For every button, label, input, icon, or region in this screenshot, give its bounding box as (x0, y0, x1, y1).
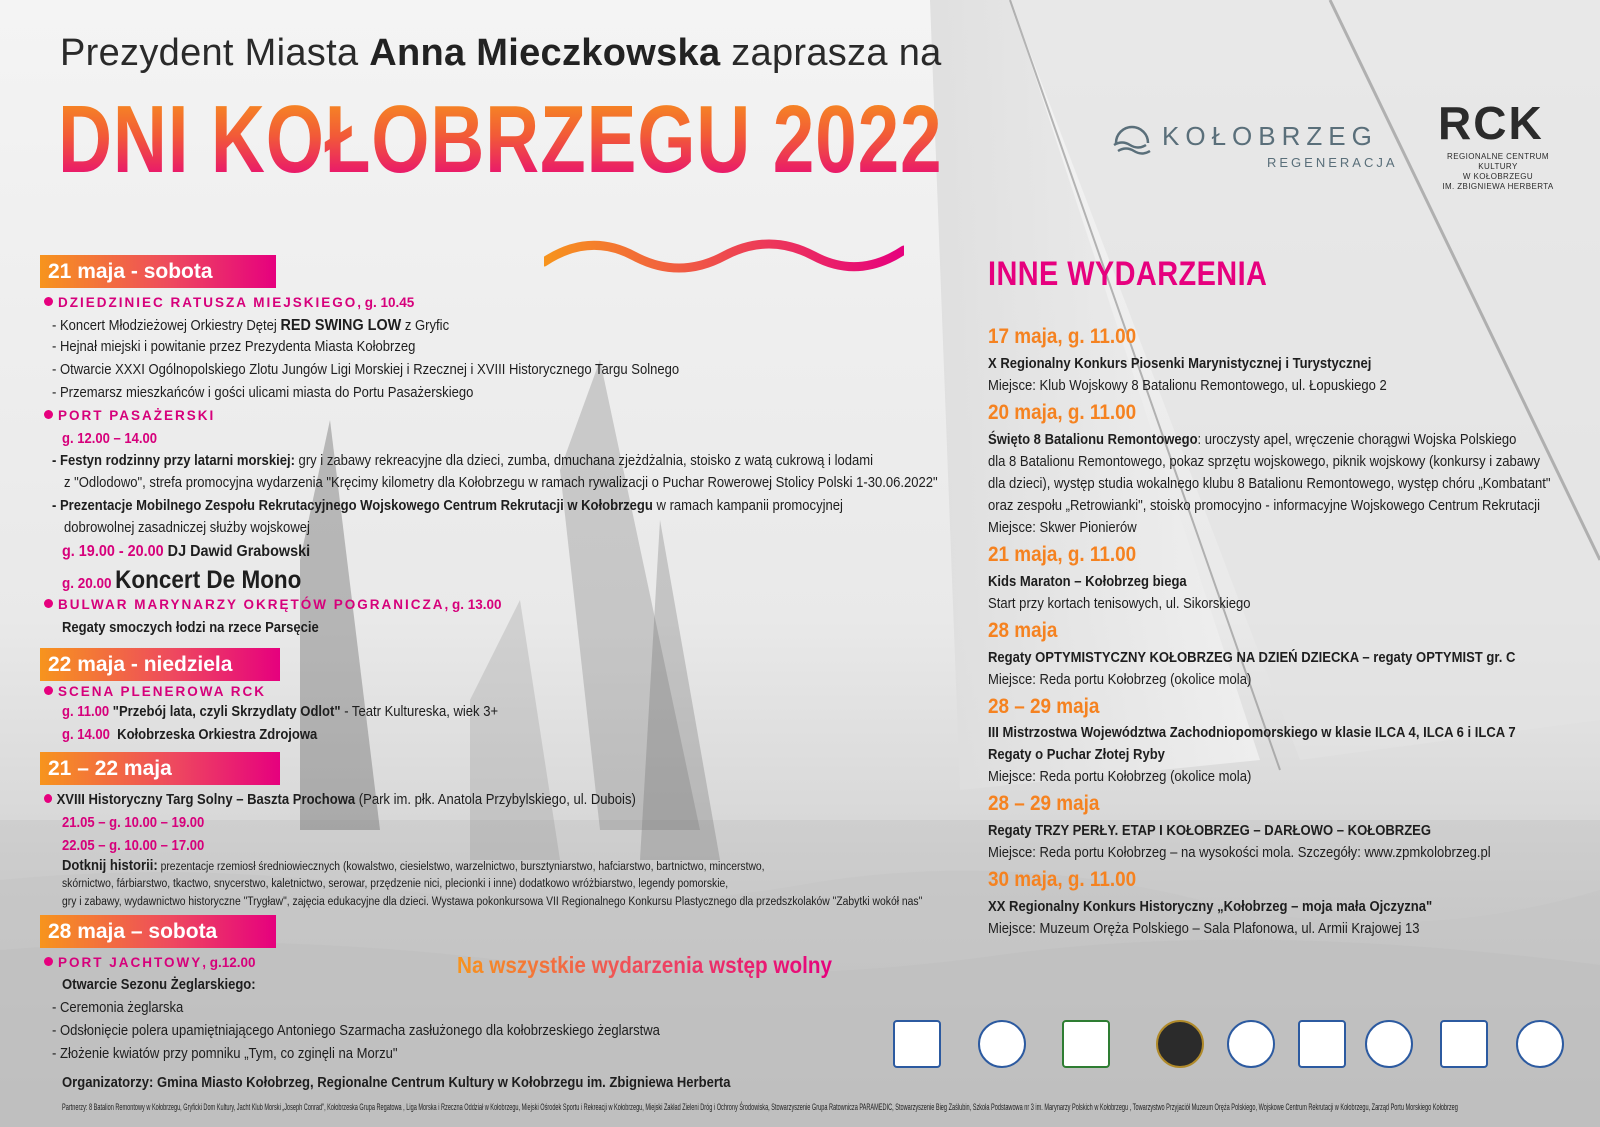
inne-title: INNE WYDARZENIA (988, 255, 1268, 293)
other-events (985, 325, 1585, 965)
event-name: Regaty OPTYMISTYCZNY KOŁOBRZEG NA DZIEŃ DZIECKA – regaty OPTYMIST gr. C (988, 650, 1516, 666)
event-line: z "Odlodowo", strefa promocyjna wydarzenia "Kręcimy kilometry dla Kołobrzegu w ramach rywalizacji o Puchar Rowerowej Stolicy Polski 1-30.06.2022" (64, 475, 938, 491)
event-line: - Koncert Młodzieżowej Orkiestry Dętej RED SWING LOW z Gryfic (52, 317, 450, 334)
partner-logo-icon (978, 1020, 1026, 1068)
event-date: 20 maja, g. 11.00 (988, 401, 1137, 424)
event-name: Regaty TRZY PERŁY. ETAP I KOŁOBRZEG – DARŁOWO – KOŁOBRZEG (988, 823, 1432, 839)
event-line: - Festyn rodzinny przy latarni morskiej: gry i zabawy rekreacyjne dla dzieci, zumba, dmuchana zjeżdżalnia, stoisko z watą cukrową i lodami (52, 453, 874, 469)
event-name: Regaty o Puchar Złotej Ryby (988, 747, 1165, 763)
event-place: Miejsce: Skwer Pionierów (988, 520, 1137, 536)
event-place: Miejsce: Muzeum Oręża Polskiego – Sala Plafonowa, ul. Armii Krajowej 13 (988, 921, 1420, 937)
kolobrzeg-logo-sub: REGENERACJA (1267, 155, 1398, 170)
partner-logo-icon (1516, 1020, 1564, 1068)
event-place: Miejsce: Reda portu Kołobrzeg (okolice mola) (988, 672, 1252, 688)
time-label: 21.05 – g. 10.00 – 19.00 (62, 815, 205, 831)
event-line: Dotknij historii: prezentacje rzemiosł średniowiecznych (kowalstwo, ciesielstwo, warzelnictwo, bursztyniarstwo, hafciarstwo, bartnictwo, mincerstwo, (62, 858, 765, 874)
event-desc: dla dzieci), występ studia wokalnego klubu 8 Batalionu Remontowego, występ chóru „Kombatant" (988, 476, 1551, 492)
event-line: g. 11.00 "Przebój lata, czyli Skrzydlaty Odlot" - Teatr Kultureska, wiek 3+ (62, 704, 499, 720)
event-date: 28 – 29 maja (988, 792, 1100, 815)
free-entry-notice: Na wszystkie wydarzenia wstęp wolny (457, 952, 833, 978)
time-label: 22.05 – g. 10.00 – 17.00 (62, 838, 205, 854)
event-line: - Otwarcie XXXI Ogólnopolskiego Zlotu Jungów Ligi Morskiej i Rzecznej i XVIII Historycznego Targu Solnego (52, 362, 680, 378)
event-date: 28 maja (988, 619, 1058, 642)
venue-port-pasazerski: PORT PASAŻERSKI (44, 408, 215, 423)
day-band-21-22: 21 – 22 maja (40, 752, 280, 785)
invitation-suffix: zaprasza na (731, 32, 942, 74)
event-date: 21 maja, g. 11.00 (988, 543, 1137, 566)
mayor-name: Anna Mieczkowska (369, 32, 721, 74)
event-line: g. 14.00 Kołobrzeska Orkiestra Zdrojowa (62, 727, 318, 743)
event-date: 30 maja, g. 11.00 (988, 868, 1137, 891)
partner-logo-icon (1440, 1020, 1488, 1068)
partners-list: Partnerzy: 8 Batalion Remontowy w Kołobrzegu, Gryficki Dom Kultury, Jacht Klub Morski „Joseph Conrad", Kołobrzeska Grupa Regatowa , Liga Morska i Rzeczna Oddział w Kołobrzegu, Miejski Ośrodek Sportu i Rekreacji w Kołobrzegu, Miejski Zakład Zieleni Dróg i Ochrony Środowiska, Stowarzyszenie Grupa Ratownicza PARAMEDIC, Stowarzyszenie Bieg Zaślubin, Szkoła Podstawowa nr 3 im. Marynarzy Polskich w Kołobrzegu , Towarzystwo Przyjaciół Muzeum Oręża Polskiego, Wojskowe Centrum Rekrutacji w Kołobrzegu, Zarząd Portu Morskiego Kołobrzeg (62, 1102, 1458, 1112)
venue-ratusz: DZIEDZINIEC RATUSZA MIEJSKIEGO, g. 10.45 (44, 295, 414, 310)
partner-logo-icon (1227, 1020, 1275, 1068)
invitation-prefix: Prezydent Miasta (60, 32, 359, 74)
partner-logo-icon (1298, 1020, 1346, 1068)
rck-logo-text: RCK (1438, 97, 1544, 149)
kolobrzeg-emblem-icon (1110, 115, 1154, 159)
rck-logo-sub: REGIONALNE CENTRUM KULTURY W KOŁOBRZEGU IM. ZBIGNIEWA HERBERTA (1442, 152, 1554, 191)
event-name: III Mistrzostwa Województwa Zachodniopomorskiego w klasie ILCA 4, ILCA 6 i ILCA 7 (988, 725, 1516, 741)
event-desc: oraz zespołu „Retrowianki", stoisko promocyjno - informacyjne Wojskowego Centrum Rekrutacji (988, 498, 1540, 514)
event-place: Miejsce: Reda portu Kołobrzeg – na wysokości mola. Szczegóły: www.zpmkolobrzeg.pl (988, 845, 1491, 861)
event-line: - Złożenie kwiatów przy pomniku „Tym, co zginęli na Morzu" (52, 1046, 398, 1062)
event-place: Miejsce: Reda portu Kołobrzeg (okolice mola) (988, 769, 1252, 785)
event-name: Kids Maraton – Kołobrzeg biega (988, 574, 1187, 590)
event-line: skórnictwo, fárbiarstwo, tkactwo, snycerstwo, kaletnictwo, serowar, przędzenie nici, plecionki i inne) dodatkowo wróżbiarstwo, legendy pomorskie, (62, 878, 729, 890)
partner-logo-icon (1156, 1020, 1204, 1068)
event-line: dobrowolnej zasadniczej służby wojskowej (64, 520, 310, 536)
event-line: g. 19.00 - 20.00 DJ Dawid Grabowski (62, 543, 311, 560)
event-line: Regaty smoczych łodzi na rzece Parsęcie (62, 620, 319, 636)
time-label: g. 12.00 – 14.00 (62, 431, 158, 447)
event-line: - Ceremonia żeglarska (52, 1000, 184, 1016)
partner-logo-icon (1365, 1020, 1413, 1068)
event-name: X Regionalny Konkurs Piosenki Marynistycznej i Turystycznej (988, 356, 1372, 372)
event-line: XVIII Historyczny Targ Solny – Baszta Prochowa (Park im. płk. Anatola Przybylskiego, ul. Dubois) (44, 792, 636, 808)
event-place: Miejsce: Klub Wojskowy 8 Batalionu Remontowego, ul. Łopuskiego 2 (988, 378, 1387, 394)
event-date: 17 maja, g. 11.00 (988, 325, 1137, 348)
event-date: 28 – 29 maja (988, 695, 1100, 718)
day-band-28: 28 maja – sobota (40, 915, 276, 948)
event-place: Start przy kortach tenisowych, ul. Sikorskiego (988, 596, 1251, 612)
event-line: gry i zabawy, wydawnictwo historyczne "Trygław", zajęcia edukacyjne dla dzieci. Wystawa pokonkursowa VII Regionalnego Konkursu Plastycznego dla przedszkolaków "Zabytki wokół nas" (62, 896, 923, 908)
event-line: - Przemarsz mieszkańców i gości ulicami miasta do Portu Pasażerskiego (52, 385, 474, 401)
partner-logo-icon (1062, 1020, 1110, 1068)
event-line: - Hejnał miejski i powitanie przez Prezydenta Miasta Kołobrzeg (52, 339, 416, 355)
event-line: Otwarcie Sezonu Żeglarskiego: (62, 977, 256, 993)
event-line: g. 20.00 Koncert De Mono (62, 566, 302, 594)
venue-scena-rck: SCENA PLENEROWA RCK (44, 684, 266, 699)
day-band-21: 21 maja - sobota (40, 255, 276, 288)
event-name: XX Regionalny Konkurs Historyczny „Kołobrzeg – moja mała Ojczyzna" (988, 899, 1433, 915)
venue-port-jachtowy: PORT JACHTOWY, g.12.00 (44, 955, 256, 970)
event-desc: dla 8 Batalionu Remontowego, pokaz sprzętu wojskowego, piknik wojskowy (konkursy i zabawy (988, 454, 1540, 470)
page-title: DNI KOŁOBRZEGU 2022 (58, 86, 943, 193)
organizers: Organizatorzy: Gmina Miasto Kołobrzeg, Regionalne Centrum Kultury w Kołobrzegu im. Zbigniewa Herberta (62, 1075, 731, 1091)
venue-bulwar: BULWAR MARYNARZY OKRĘTÓW POGRANICZA, g. 13.00 (44, 597, 502, 612)
kolobrzeg-logo (1110, 115, 1398, 175)
rck-logo (1438, 97, 1558, 191)
event-line: - Odsłonięcie polera upamiętniającego Antoniego Szarmacha zasłużonego dla kołobrzeskiego żeglarstwa (52, 1023, 660, 1039)
event-name: Święto 8 Batalionu Remontowego: uroczysty apel, wręczenie chorągwi Wojska Polskiego (988, 432, 1517, 448)
day-band-22: 22 maja - niedziela (40, 648, 280, 681)
kolobrzeg-logo-name: KOŁOBRZEG (1162, 121, 1378, 151)
event-line: - Prezentacje Mobilnego Zespołu Rekrutacyjnego Wojskowego Centrum Rekrutacji w Kołobrzegu w ramach kampanii promocyjnej (52, 498, 843, 514)
